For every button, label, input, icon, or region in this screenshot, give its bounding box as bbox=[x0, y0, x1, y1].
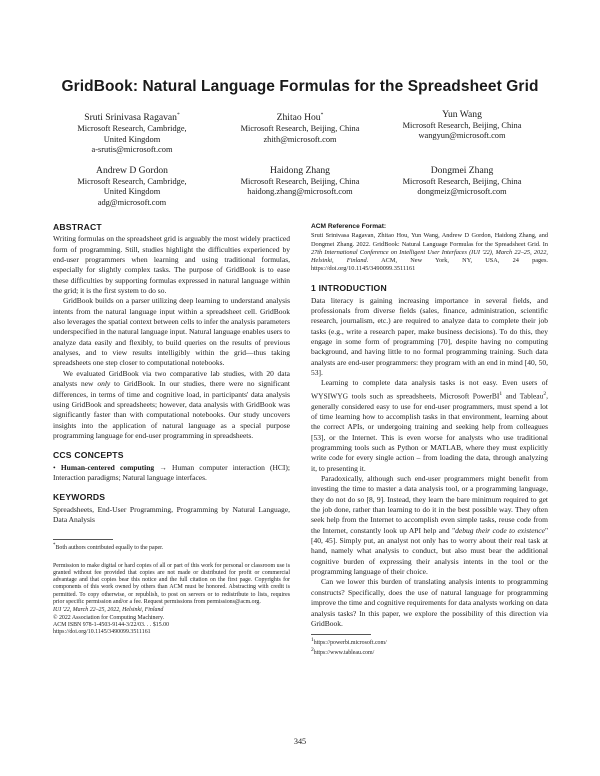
footnote-equal-contribution: *Both authors contributed equally to the paper. bbox=[53, 543, 164, 552]
author-email: haidong.zhang@microsoft.com bbox=[247, 187, 353, 197]
author-affiliation: Microsoft Research, Beijing, China bbox=[402, 121, 522, 130]
author-email: zhith@microsoft.com bbox=[263, 134, 337, 144]
author-name: Zhitao Hou bbox=[276, 112, 321, 124]
author-affiliation: Microsoft Research, Cambridge, bbox=[77, 124, 187, 134]
doi-line: https://doi.org/10.1145/3490099.3511161 bbox=[53, 629, 151, 636]
paper-title: GridBook: Natural Language Formulas for the Spreadsheet Grid bbox=[61, 78, 539, 95]
author-email: wangyun@microsoft.com bbox=[418, 131, 506, 141]
author-block bbox=[362, 109, 562, 142]
right-column bbox=[311, 222, 548, 658]
venue-line: IUI '22, March 22–25, 2022, Helsinki, Finland bbox=[53, 607, 164, 614]
author-affiliation: Microsoft Research, Beijing, China bbox=[240, 124, 360, 134]
author-mark: * bbox=[176, 112, 180, 118]
author-name: Sruti Srinivasa Ragavan bbox=[84, 112, 177, 124]
ccs-bold-term: Human-centered computing bbox=[60, 462, 155, 472]
emphasis: only bbox=[97, 379, 111, 389]
left-column bbox=[53, 222, 290, 637]
author-email: dongmeiz@microsoft.com bbox=[417, 187, 507, 197]
introduction-heading: 1 INTRODUCTION bbox=[311, 283, 387, 294]
keywords-text: Spreadsheets, End-User Programming, Programming by Natural Language, Data Analysis bbox=[53, 504, 290, 524]
abstract-paragraph: We evaluated GridBook via two comparative lab studies, with 20 data analysts new only to GridBook. In our studies, there were no significant differences, in terms of time and cognitive load, in participants' data analysis using GridBook and spreadsheets; however, data analysis with GridBook was significantly faster than with computational notebooks. Our study uncovers insights into the application of natural language as a special purpose programming language for end-user programming in spreadsheets. bbox=[53, 368, 290, 440]
abstract-heading: ABSTRACT bbox=[53, 222, 102, 232]
acm-reference-heading: ACM Reference Format: bbox=[311, 223, 387, 230]
author-name: Dongmei Zhang bbox=[430, 165, 494, 176]
author-name: Andrew D Gordon bbox=[96, 165, 168, 176]
abstract-paragraph: Writing formulas on the spreadsheet grid is arguably the most widely practiced form of programming. Still, studies highlight the difficulties experienced by end-user programmers when learning and using traditional formulas, especially for slightly complex tasks. The purpose of GridBook is to ease these difficulties by supporting formulas expressed in natural language within the grid; it is the first system to do so. bbox=[53, 234, 290, 296]
isbn-line: ACM ISBN 978-1-4503-9144-3/22/03. . . $15.00 bbox=[53, 621, 170, 628]
copyright-line: © 2022 Association for Computing Machinery. bbox=[53, 614, 165, 621]
footnote-tableau: $^2$https://www.tableau.com/ bbox=[311, 647, 375, 657]
acm-reference-text: Sruti Srinivasa Ragavan, Zhitao Hou, Yun Wang, Andrew D Gordon, Haidong Zhang, and Dongmei Zhang. 2022. GridBook: Natural Language Formulas for the Spreadsheet Grid. In 27th International Conference on Intelligent User Interfaces (IUI '22), March 22–25, 2022, Helsinki, Finland. ACM, New York, NY, USA, 24 pages. https://doi.org/10.1145/3490099.3511161 bbox=[311, 232, 548, 273]
acm-reference-venue: 27th International Conference on Intelligent User Interfaces (IUI '22), March 22–25, 2022, Helsinki, Finland. bbox=[311, 248, 548, 264]
abstract-paragraph: GridBook builds on a parser utilizing deep learning to understand analysis intents from the natural language input within a spreadsheet cell. GridBook also leverages the spatial context between cells to infer the analysis parameters underspecified in the natural language input. Natural language enables users to analyze data easily and flexibly, to build queries on the results of previous analyses, and to view results intelligibly within the grid—thus taking spreadsheets one step closer to computational notebooks. bbox=[53, 296, 290, 368]
author-name: Yun Wang bbox=[442, 109, 482, 120]
footnote-powerbi: $^1$https://powerbi.microsoft.com/ bbox=[311, 637, 387, 647]
footnote-rule bbox=[53, 539, 113, 540]
author-affiliation: United Kingdom bbox=[103, 187, 161, 197]
author-block bbox=[362, 165, 562, 198]
author-name: Haidong Zhang bbox=[270, 165, 330, 176]
author-affiliation: Microsoft Research, Beijing, China bbox=[240, 177, 360, 186]
intro-paragraph: Paradoxically, although such end-user programmers might benefit from investing the time to master a data analysis tool, or a programming language, they do not do so [8, 9]. Instead, they learn the bare minimum required to get the job done, rather than learning to do it in the best possible way. They often seek help from the Internet to accomplish even simple tasks, reuse code from the Internet, constantly look up API help and "debug their code to existence" [40, 45]. Simply put, an analyst not only has to worry about their real task at hand, namely what analysis to conduct, but also must bear the additional cognitive burden of expressing their analysis intents in the tool or the programming language of their choice. bbox=[311, 474, 548, 577]
author-affiliation: Microsoft Research, Beijing, China bbox=[402, 177, 522, 186]
footnote-rule bbox=[311, 634, 371, 635]
intro-paragraph: Can we lower this burden of translating analysis intents to programming constructs? Specifically, does the use of natural language for programming improve the time and cognitive requirements for data analysts working on data analysis tasks? In this paper, we explore the possibility of this direction via GridBook. bbox=[311, 577, 548, 628]
emphasis: debug their code to existence bbox=[455, 525, 545, 535]
ccs-concepts: • Human-centered computing → Human computer interaction (HCI); Interaction paradigms; Natural language interfaces. bbox=[53, 462, 291, 482]
author-affiliation: United Kingdom bbox=[103, 134, 161, 144]
author-email: a-srutis@microsoft.com bbox=[91, 145, 173, 154]
intro-paragraph: Data literacy is gaining increasing importance in several fields, and professionals from diverse fields (sales, finance, administration, scientific research, journalism, etc.) are required to analyze data to complete their job tasks (e.g., write a research paper, make business decisions). To do this, they engage in some form of programming [70], despite having no computing background, and having little to no formal programming training. Such data analysts are end-user programmers: they program with an end in mind [40, 50, 53]. bbox=[311, 295, 548, 378]
author-email: adg@microsoft.com bbox=[97, 197, 167, 207]
keywords-heading: KEYWORDS bbox=[53, 492, 106, 503]
intro-paragraph: Learning to complete data analysis tasks is not easy. Even users of WYSIWYG tools such as spreadsheets, Microsoft PowerBI$^1$ and Tableau$^2$, generally considered easy to use for end-user programmers, must spend a lot of time learning how to accomplish tasks in that environment, learning about the correct APIs, or undergoing training and seeking help from colleagues [53], or the Internet. This is even worse for analysts who use traditional programming tools such as Python or MATLAB, where they must explicitly write code for every single action – from loading the data, through analyzing it, to presenting it. bbox=[311, 378, 548, 473]
author-affiliation: Microsoft Research, Cambridge, bbox=[77, 177, 187, 186]
author-mark: * bbox=[320, 112, 324, 118]
page-number: 345 bbox=[293, 737, 307, 746]
ccs-heading: CCS CONCEPTS bbox=[53, 450, 124, 461]
permission-notice: Permission to make digital or hard copies of all or part of this work for personal or classroom use is granted without fee provided that copies are not made or distributed for profit or commercial advantage and that copies bear this notice and the full citation on the first page. Copyrights for components of this work owned by others than ACM must be honored. Abstracting with credit is permitted. To copy otherwise, or republish, to post on servers or to redistribute to lists, requires prior specific permission and/or a fee. Request permissions from permissions@acm.org. bbox=[53, 562, 290, 606]
